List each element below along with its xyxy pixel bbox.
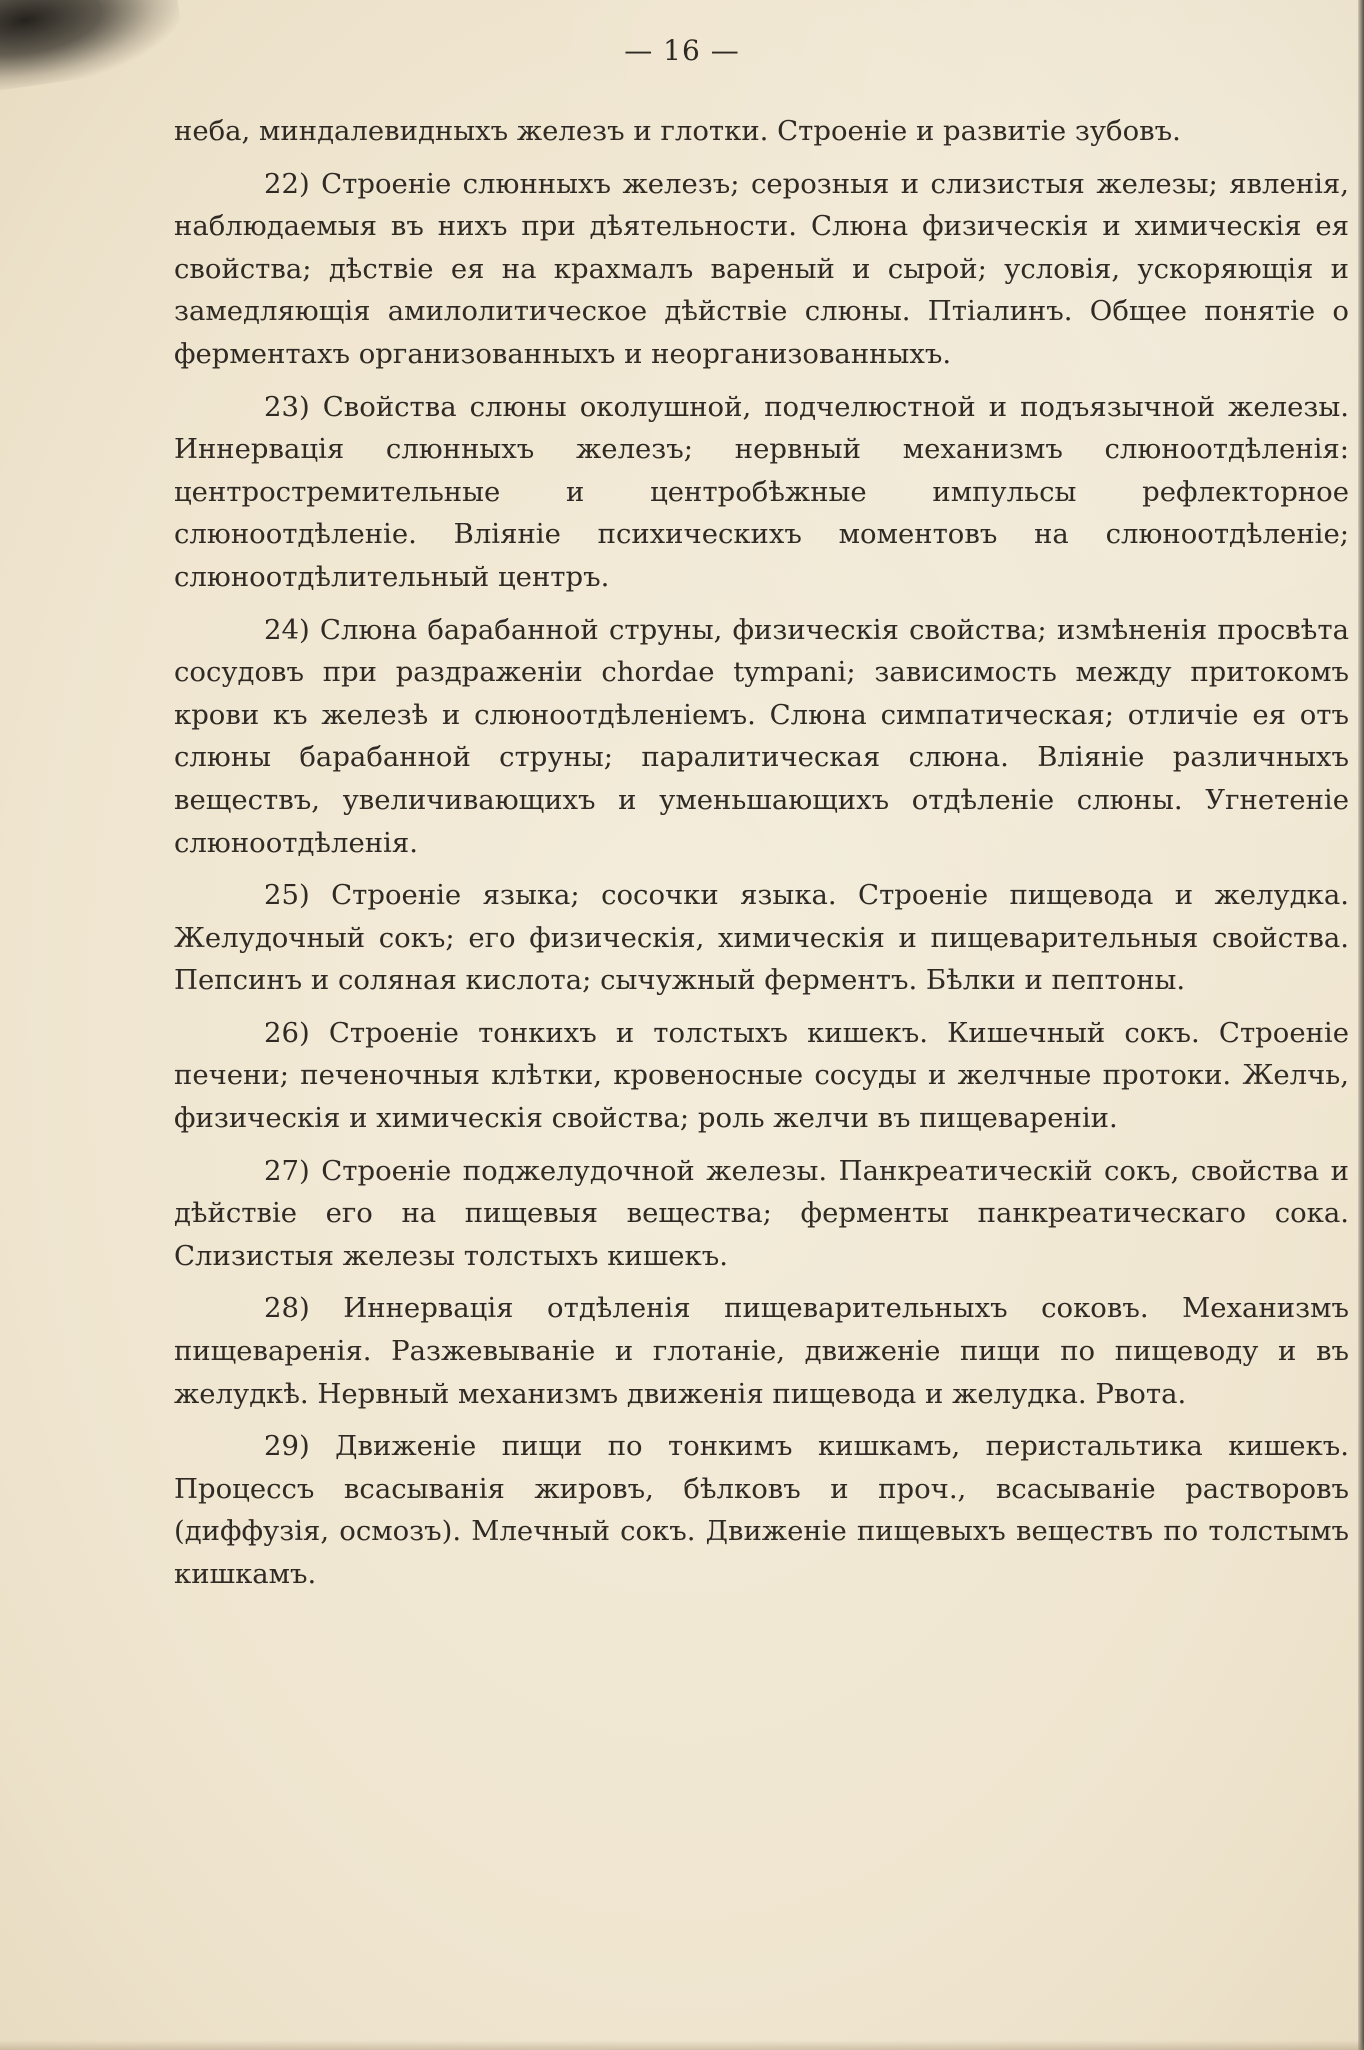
paragraph-25: 25) Строеніе языка; сосочки языка. Строеніе пищевода и желудка. Желудочный сокъ; его физическія, химическія и пищеварительныя свойства. Пепсинъ и соляная кислота; сычужный ферментъ. Бѣлки и пептоны. xyxy=(174,879,1349,997)
paragraph-26: 26) Строеніе тонкихъ и толстыхъ кишекъ. Кишечный сокъ. Строеніе печени; печеночныя клѣтки, кровеносные сосуды и желчные протоки. Желчь, физическія и химическія свойства; роль желчи въ пищевареніи. xyxy=(174,1016,1349,1135)
paragraph-23: 23) Свойства слюны околушной, подчелюстной и подъязычной железы. Иннервація слюнныхъ железъ; нервный механизмъ слюноотдѣленія: центростремительные и центробѣжные импульсы рефлекторное слюноотдѣленіе. Вліяніе психическихъ моментовъ на слюноотдѣленіе; слюноотдѣлительный центръ. xyxy=(174,390,1349,593)
paragraph-28: 28) Иннервація отдѣленія пищеварительныхъ соковъ. Механизмъ пищеваренія. Разжевываніе и глотаніе, движеніе пищи по пищеводу и въ желудкѣ. Нервный механизмъ движенія пищевода и желудка. Рвота. xyxy=(174,1292,1349,1410)
paragraph-27: 27) Строеніе поджелудочной железы. Панкреатическій сокъ, свойства и дѣйствіе его на пищевыя вещества; ферменты панкреатическаго сока. Слизистыя железы толстыхъ кишекъ. xyxy=(174,1154,1349,1272)
paragraph-29: 29) Движеніе пищи по тонкимъ кишкамъ, перистальтика кишекъ. Процессъ всасыванія жировъ, бѣлковъ и проч., всасываніе растворовъ (диффузія, осмозъ). Млечный сокъ. Движеніе пищевыхъ веществъ по толстымъ кишкамъ. xyxy=(174,1430,1349,1590)
paragraph-22: 22) Строеніе слюнныхъ железъ; серозныя и слизистыя железы; явленія, наблюдаемыя въ нихъ при дѣятельности. Слюна физическія и химическія ея свойства; дѣствіе ея на крахмалъ вареный и сырой; условія, ускоряющія и замедляющія амилолитическое дѣйствіе слюны. Птіалинъ. Общее понятіе о ферментахъ организованныхъ и неорганизованныхъ. xyxy=(174,167,1349,370)
page-text xyxy=(174,110,1349,1596)
page-bottom-edge xyxy=(0,2040,1364,2050)
page-number: — 16 — xyxy=(624,34,740,67)
paragraph-continuation: неба, миндалевидныхъ железъ и глотки. Строеніе и развитіе зубовъ. xyxy=(174,115,1181,147)
paragraph-24: 24) Слюна барабанной струны, физическія свойства; измѣненія просвѣта сосудовъ при раздраженіи chordae tympani; зависимость между притокомъ крови къ железѣ и слюноотдѣленіемъ. Слюна симпатическая; отличіе ея отъ слюны барабанной струны; паралитическая слюна. Вліяніе различныхъ веществъ, увеличивающихъ и уменьшающихъ отдѣленіе слюны. Угнетеніе слюноотдѣленія. xyxy=(174,613,1349,859)
page-right-edge xyxy=(1358,0,1364,2050)
